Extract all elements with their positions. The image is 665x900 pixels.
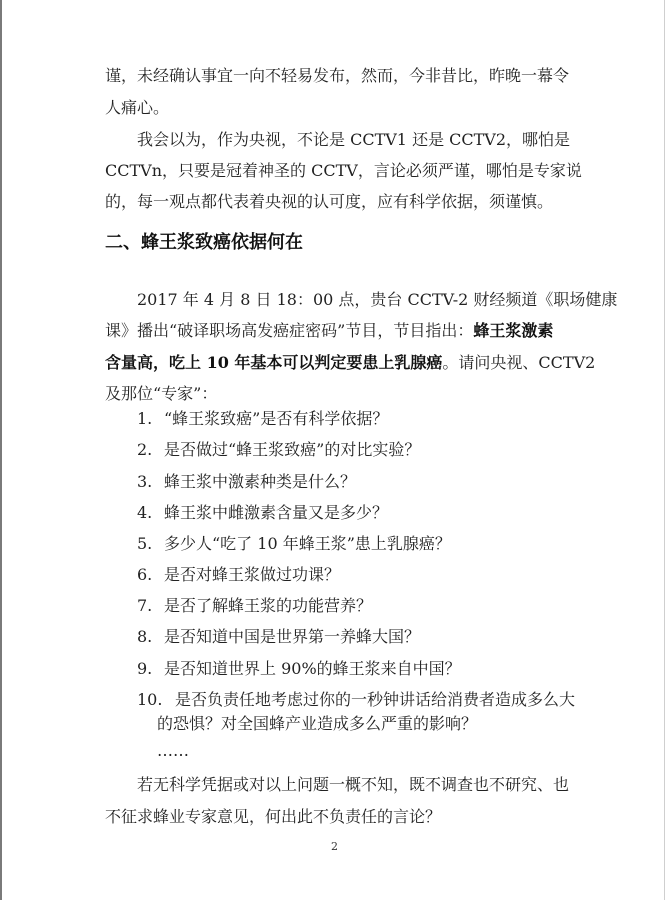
list-item-text: 是否对蜂王浆做过功课？: [164, 565, 341, 584]
list-item-number: 10.: [137, 690, 163, 709]
paragraph-3-line-1: 2017 年 4 月 8 日 18：00 点，贵台 CCTV-2 财经频道《职场健康: [137, 290, 618, 309]
list-item-number: 3.: [137, 472, 153, 491]
list-item-text: “蜂王浆致癌”是否有科学依据？: [164, 409, 389, 428]
list-item: [137, 627, 420, 647]
paragraph-2-line-3: 的，每一观点都代表着央视的认可度，应有科学依据，须谨慎。: [105, 192, 554, 211]
paragraph-3-emphasis-2: 含量高，吃上 10 年基本可以判定要患上乳腺癌: [105, 353, 443, 372]
list-item-number: 1.: [137, 409, 153, 428]
list-ellipsis: ……: [157, 741, 189, 760]
list-item: [137, 534, 451, 554]
paragraph-2-line-1: 我会以为，作为央视，不论是 CCTV1 还是 CCTV2，哪怕是: [137, 130, 571, 149]
list-item-number: 5.: [137, 534, 153, 553]
list-item-text: 是否知道中国是世界第一养蜂大国？: [164, 627, 421, 646]
list-item: [137, 440, 420, 460]
list-item-text: 是否知道世界上 90%的蜂王浆来自中国？: [164, 659, 461, 678]
list-item-text: 是否了解蜂王浆的功能营养？: [164, 596, 373, 615]
paragraph-2-line-2: CCTVn，只要是冠着神圣的 CCTV，言论必须严谨，哪怕是专家说: [105, 161, 582, 180]
list-item-text: 多少人“吃了 10 年蜂王浆”患上乳腺癌？: [164, 534, 451, 553]
section-heading: 二、蜂王浆致癌依据何在: [105, 232, 303, 253]
list-item-number: 2.: [137, 440, 153, 459]
list-item: [137, 503, 388, 523]
list-item-number: 4.: [137, 503, 153, 522]
paragraph-4-line-2: 不征求蜂业专家意见，何出此不负责任的言论？: [105, 807, 442, 826]
list-item: [137, 565, 340, 585]
list-item-text: 是否做过“蜂王浆致癌”的对比实验？: [164, 440, 421, 459]
list-item: [137, 409, 388, 429]
list-item-number: 8.: [137, 627, 153, 646]
paragraph-3-line-2: [105, 321, 553, 341]
paragraph-1-line-1: 谨，未经确认事宜一向不轻易发布，然而，今非昔比，昨晚一幕令: [105, 66, 570, 85]
page-number: 2: [331, 840, 338, 853]
paragraph-3-line-2-text: 课》播出“破译职场高发癌症密码”节目，节目指出：: [105, 321, 474, 340]
list-item: [137, 690, 575, 710]
list-item: [137, 596, 372, 616]
list-item-number: 6.: [137, 565, 153, 584]
list-item-text: 蜂王浆中雌激素含量又是多少？: [164, 503, 389, 522]
paragraph-4-line-1: 若无科学凭据或对以上问题一概不知，既不调查也不研究、也: [137, 775, 570, 794]
list-item-number: 7.: [137, 596, 153, 615]
paragraph-1-line-2: 人痛心。: [105, 98, 170, 117]
paragraph-3-emphasis-1: 蜂王浆激素: [473, 321, 554, 340]
list-item-text: 蜂王浆中激素种类是什么？: [164, 472, 357, 491]
list-item-text: 是否负责任地考虑过你的一秒钟讲话给消费者造成多么大: [175, 690, 576, 709]
list-item: [137, 659, 461, 679]
paragraph-3-line-3: [105, 353, 595, 373]
list-item: [137, 472, 356, 492]
list-item-number: 9.: [137, 659, 153, 678]
paragraph-3-line-4: 及那位“专家”：: [105, 384, 218, 403]
paragraph-3-line-3-text: 。请问央视、CCTV2: [442, 353, 596, 372]
list-item-continuation: 的恐惧？对全国蜂产业造成多么严重的影响？: [157, 714, 478, 733]
